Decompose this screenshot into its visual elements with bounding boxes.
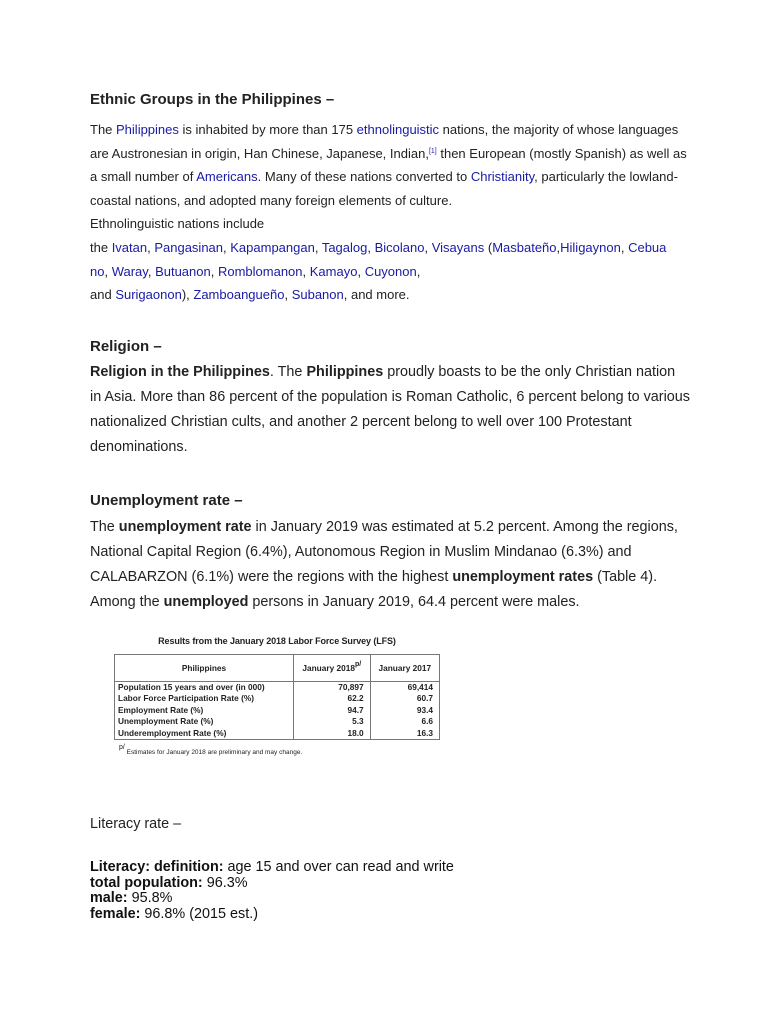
link-butuanon[interactable]: Butuanon xyxy=(155,263,211,279)
unemployment-heading: Unemployment rate – xyxy=(90,492,243,509)
link-christianity[interactable]: Christianity xyxy=(470,169,535,185)
link-visayans[interactable]: Visayans xyxy=(431,239,485,255)
bold-run: Religion in the Philippines xyxy=(90,364,270,380)
link-americans[interactable]: Americans xyxy=(196,169,258,185)
bold-run: unemployed xyxy=(163,594,249,610)
text-run: is inhabited by more than 175 xyxy=(178,122,357,137)
text-run: , particularly the lowland-coastal nations, and adopted many foreign elements of culture. xyxy=(90,169,678,208)
text-run: (Table 4). Among the xyxy=(90,569,658,610)
literacy-list xyxy=(90,860,454,922)
bold-run: unemployment rates xyxy=(452,569,594,585)
link-tagalog[interactable]: Tagalog xyxy=(321,239,368,255)
link-ivatan[interactable]: Ivatan xyxy=(111,239,148,255)
label: Literacy: definition: xyxy=(90,859,224,875)
table-row xyxy=(115,716,440,727)
text-run: in January 2019 was estimated at 5.2 percent. Among the regions, National Capital Region (6.4%), Autonomous Region in Muslim Mindanao (6.3%) and CALABARZON (6.1%) were the regions with the highest xyxy=(90,519,678,585)
header-superscript: p/ xyxy=(354,661,362,668)
text-run: nations, the majority of whose languages are Austronesian in origin, Han Chinese, Japanese, Indian, xyxy=(90,122,679,161)
text-run: the xyxy=(90,239,112,255)
text-run: The xyxy=(90,122,117,137)
link-cebuano-cont[interactable]: no xyxy=(90,263,105,279)
table-header-row xyxy=(115,655,440,682)
text-run: then European (mostly Spanish) as well as a small number of xyxy=(90,145,687,185)
literacy-heading: Literacy rate – xyxy=(90,816,182,832)
literacy-definition xyxy=(90,860,454,876)
value: 96.8% (2015 est.) xyxy=(140,905,258,922)
table-row xyxy=(115,693,440,704)
cell-value: 5.3 xyxy=(294,716,371,727)
unemployment-paragraph xyxy=(90,515,690,615)
link-ethnolinguistic[interactable]: ethnolinguistic xyxy=(356,122,440,137)
bold-run: Philippines xyxy=(306,364,384,380)
cell-value: 6.6 xyxy=(370,716,439,727)
link-bicolano[interactable]: Bicolano xyxy=(374,239,425,255)
footnote-superscript: p/ xyxy=(119,744,125,752)
cell-value: 16.3 xyxy=(370,728,439,740)
ethnic-groups-paragraph: The Philippines is inhabited by more than 175 ethnolinguistic nations, the majority of whose languages are Austronesian in origin, Han Chinese, Japanese, Indian,[1] then European (mostly Spanish) as well as a small number of Americans. Many of these nations converted to Christianity, particularly the lowland-coastal nations, and adopted many foreign elements of culture. Ethnolinguistic nations include the Ivatan, Pangasinan, Kapampangan, Tagalog, Bicolano, Visayans (Masbateño,Hiligaynon, Cebua no, Waray, Butuanon, Romblomanon, Kamayo, Cuyonon, and Surigaonon), Zamboangueño, Subanon, and more. xyxy=(90,122,687,303)
link-waray[interactable]: Waray xyxy=(111,263,148,279)
row-label: Unemployment Rate (%) xyxy=(115,716,294,727)
literacy-female xyxy=(90,907,454,923)
column-header: January 2017 xyxy=(370,655,439,682)
footnote-text: Estimates for January 2018 are preliminary and may change. xyxy=(124,749,303,757)
link-philippines[interactable]: Philippines xyxy=(116,122,179,137)
link-pangasinan[interactable]: Pangasinan xyxy=(154,239,224,255)
label: female: xyxy=(90,905,141,922)
literacy-male xyxy=(90,891,454,907)
header-label: January 2018 xyxy=(302,663,355,673)
column-header: Philippines xyxy=(115,655,294,682)
text-run: The xyxy=(90,519,119,535)
link-zamboangueno[interactable]: Zamboangueño xyxy=(193,287,285,303)
cell-value: 94.7 xyxy=(294,705,371,716)
text-run: . The xyxy=(269,364,307,380)
lfs-table-figure xyxy=(114,636,440,756)
text-run: persons in January 2019, 64.4 percent were males. xyxy=(248,594,580,610)
table-footnote xyxy=(119,744,440,757)
bold-run: unemployment rate xyxy=(118,519,252,535)
link-romblomanon[interactable]: Romblomanon xyxy=(217,263,303,279)
table-row xyxy=(115,682,440,694)
cell-value: 70,897 xyxy=(294,682,371,694)
citation-link[interactable]: [1] xyxy=(428,147,437,155)
text-run: Ethnolinguistic nations include xyxy=(90,216,265,232)
table-row xyxy=(115,728,440,740)
text-run: , and more. xyxy=(343,287,410,303)
cell-value: 93.4 xyxy=(370,705,439,716)
label: total population: xyxy=(90,874,203,891)
row-label: Underemployment Rate (%) xyxy=(115,728,294,740)
religion-heading: Religion – xyxy=(90,338,162,355)
ethnic-groups-heading: Ethnic Groups in the Philippines – xyxy=(90,91,335,108)
label: male: xyxy=(90,890,128,906)
cell-value: 69,414 xyxy=(370,682,439,694)
text-run: and xyxy=(90,287,116,303)
row-label: Population 15 years and over (in 000) xyxy=(115,682,294,694)
column-header xyxy=(294,655,371,682)
value: 95.8% xyxy=(127,890,173,906)
text-run: . Many of these nations converted to xyxy=(257,169,471,185)
cell-value: 62.2 xyxy=(294,693,371,704)
lfs-table xyxy=(114,654,440,740)
value: 96.3% xyxy=(202,874,248,891)
table-row xyxy=(115,705,440,716)
cell-value: 18.0 xyxy=(294,728,371,740)
link-surigaonon[interactable]: Surigaonon xyxy=(115,287,182,303)
value: age 15 and over can read and write xyxy=(223,859,454,875)
religion-paragraph xyxy=(90,360,690,460)
link-cebuano[interactable]: Cebua xyxy=(628,239,667,255)
link-cuyonon[interactable]: Cuyonon xyxy=(364,263,417,279)
row-label: Employment Rate (%) xyxy=(115,705,294,716)
link-hiligaynon[interactable]: Hiligaynon xyxy=(560,239,621,255)
literacy-total xyxy=(90,876,454,892)
link-kamayo[interactable]: Kamayo xyxy=(309,263,358,279)
row-label: Labor Force Participation Rate (%) xyxy=(115,693,294,704)
text-run: proudly boasts to be the only Christian nation in Asia. More than 86 percent of the population is Roman Catholic, 6 percent belong to various nationalized Christian cults, and another 2 percent belong to well over 100 Protestant denominations. xyxy=(90,364,690,455)
link-subanon[interactable]: Subanon xyxy=(291,287,344,303)
table-caption: Results from the January 2018 Labor Force Survey (LFS) xyxy=(158,636,396,646)
cell-value: 60.7 xyxy=(370,693,439,704)
link-masbateno[interactable]: Masbateño xyxy=(492,239,557,255)
link-kapampangan[interactable]: Kapampangan xyxy=(230,239,315,255)
